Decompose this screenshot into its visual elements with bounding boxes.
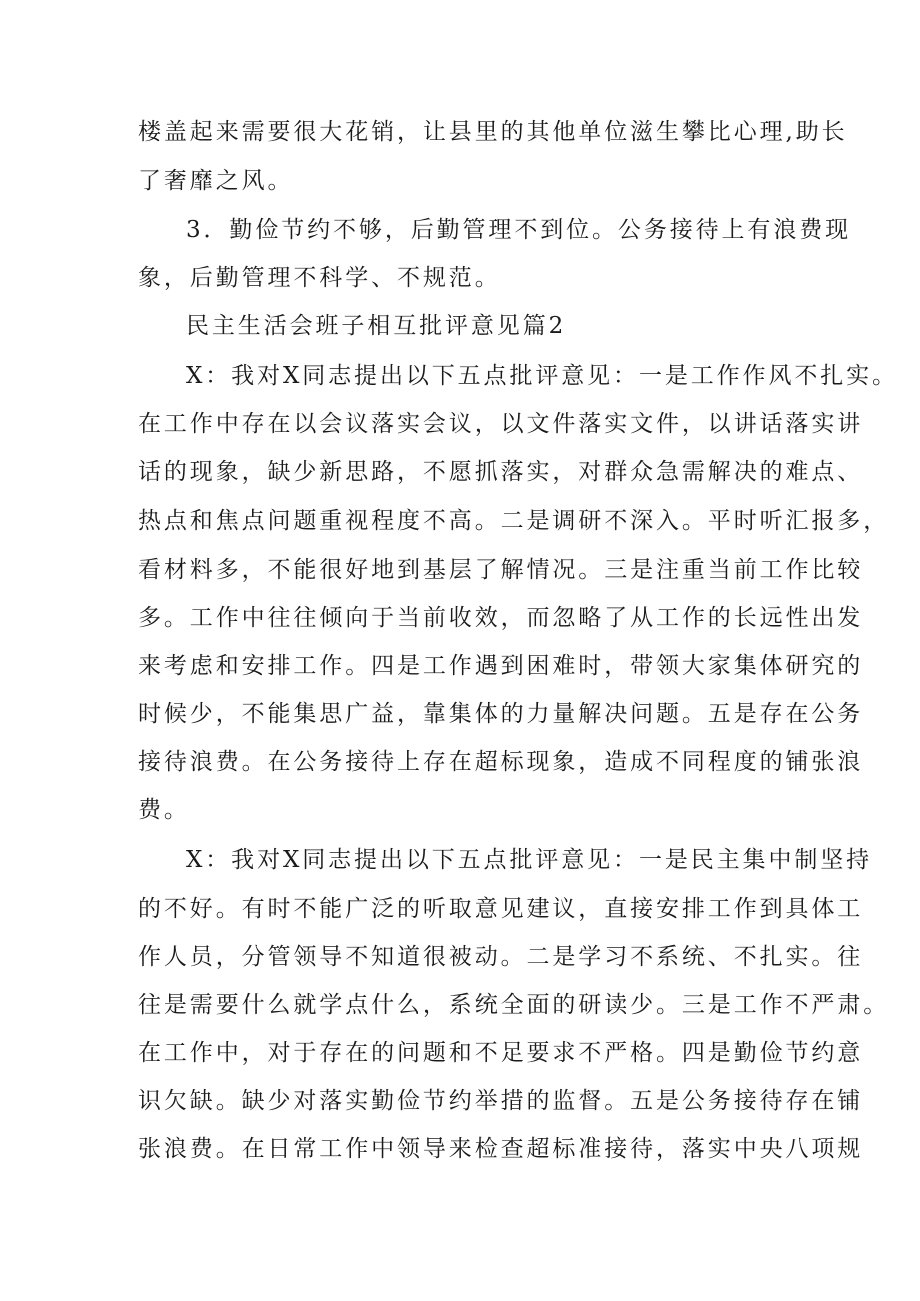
text-line: 热点和焦点问题重视程度不高。二是调研不深入。平时听汇报多，: [138, 508, 890, 534]
text-line: 在工作中存在以会议落实会议，以文件落实文件，以讲话落实讲: [138, 411, 864, 437]
text-line: 作人员，分管领导不知道很被动。二是学习不系统、不扎实。往: [138, 944, 864, 970]
text-line: X：我对X同志提出以下五点批评意见：一是民主集中制坚持: [186, 847, 873, 873]
text-line: 接待浪费。在公务接待上存在超标现象，造成不同程度的铺张浪: [138, 749, 864, 775]
text-line: 多。工作中往往倾向于当前收效，而忽略了从工作的长远性出发: [138, 605, 864, 631]
text-line: 费。: [138, 797, 190, 823]
text-line: 3．勤俭节约不够，后勤管理不到位。公务接待上有浪费现: [186, 217, 852, 243]
text-line: 张浪费。在日常工作中领导来检查超标准接待，落实中央八项规: [138, 1136, 864, 1162]
text-line: 往是需要什么就学点什么，系统全面的研读少。三是工作不严肃。: [138, 992, 890, 1018]
text-line: 看材料多，不能很好地到基层了解情况。三是注重当前工作比较: [138, 557, 864, 583]
text-line: 象，后勤管理不科学、不规范。: [138, 265, 501, 291]
text-line: 识欠缺。缺少对落实勤俭节约举措的监督。五是公务接待存在铺: [138, 1088, 864, 1114]
text-line: 楼盖起来需要很大花销，让县里的其他单位滋生攀比心理,助长: [138, 119, 848, 145]
section-heading: 民主生活会班子相互批评意见篇2: [186, 313, 567, 339]
text-line: 在工作中，对于存在的问题和不足要求不严格。四是勤俭节约意: [138, 1040, 864, 1066]
text-line: 的不好。有时不能广泛的听取意见建议，直接安排工作到具体工: [138, 896, 864, 922]
text-line: 来考虑和安排工作。四是工作遇到困难时，带领大家集体研究的: [138, 653, 864, 679]
text-line: X：我对X同志提出以下五点批评意见：一是工作作风不扎实。: [186, 363, 898, 389]
text-line: 话的现象，缺少新思路，不愿抓落实，对群众急需解决的难点、: [138, 459, 864, 485]
text-line: 了奢靡之风。: [138, 168, 294, 194]
text-line: 时候少，不能集思广益，靠集体的力量解决问题。五是存在公务: [138, 701, 864, 727]
